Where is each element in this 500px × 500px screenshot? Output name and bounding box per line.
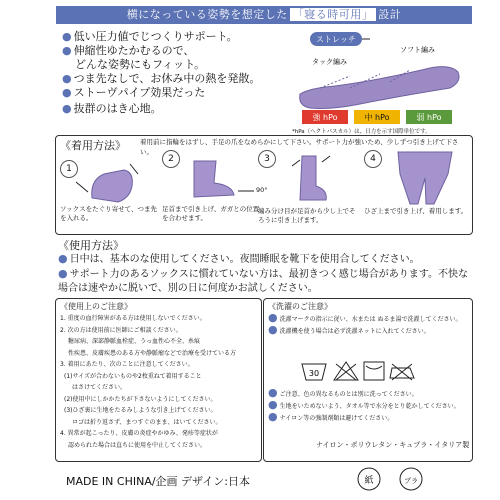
paper-recycle-icon bbox=[356, 466, 382, 492]
washing-item: ● 洗濯マークの指示に従い、水または ぬるま湯で洗濯してください。 bbox=[268, 311, 462, 324]
caution-item: 糖尿病、深部静脈血栓症、うっ血性心不全、糸痕 bbox=[68, 338, 201, 345]
usage-item: ● サポート力のあるソックスに慣れていない方は、最初きつく感じ場合があります。不快な場合は速やかに脱いで、別の日に何度かお試しください。 bbox=[58, 267, 469, 294]
soft-label: ソフト編み bbox=[400, 46, 435, 54]
bullet-icon: ● bbox=[268, 410, 278, 423]
feature-item: ● ストーヴパイプ効果だった bbox=[62, 86, 206, 99]
caution-item: 4. 異常が起こったり、皮膚の炎症やかゆみ、発疹等症状が bbox=[60, 430, 218, 437]
caution-item: ロゴは折り返さず、まつすぐのまま、はいてください。 bbox=[72, 418, 222, 426]
material-text: ナイロン・ポリウレタン・キュプラ・イタリア製 bbox=[316, 441, 470, 449]
no-iron-icon bbox=[390, 364, 414, 380]
feature-item-cont: どんな姿勢にもフィット。 bbox=[75, 58, 206, 71]
bullet-icon: ● bbox=[268, 386, 278, 399]
step-2-illustration bbox=[180, 155, 265, 205]
caution-item: 3. 着用にあたり、次のことに注意してください。 bbox=[60, 361, 194, 368]
washing-item: ● ナイロン等の強制剤類は避けてください。 bbox=[268, 410, 394, 423]
step-4-text: ひざ上まで引き上げ、着用します。 bbox=[364, 207, 468, 215]
washing-text-top bbox=[268, 313, 466, 337]
banner-highlight: 「寝る時可用」 bbox=[290, 8, 377, 21]
wearing-title: 《着用方法》 bbox=[60, 139, 126, 152]
step-4-illustration bbox=[390, 148, 460, 206]
svg-text:プラ: プラ bbox=[404, 477, 418, 485]
caution-item: 1. 重度の血行障害がある方は使用しないでください。 bbox=[60, 315, 206, 322]
caution-item: (3)ひざ裏に生地をたるみしような引き上げてください。 bbox=[64, 407, 217, 414]
svg-text:30: 30 bbox=[308, 369, 320, 378]
step-3-illustration bbox=[282, 152, 342, 207]
washing-title: 《洗濯のご注意》 bbox=[268, 302, 332, 311]
caution-item: (2)使用中にしかかたちが下さないようにしてください。 bbox=[64, 395, 217, 403]
bullet-icon: ● bbox=[58, 267, 68, 280]
step-1-number: 1 bbox=[60, 160, 78, 178]
washing-item: ● 洗濯機を使う場合は必ず洗濯ネットに入れてください。 bbox=[268, 323, 430, 336]
step-4-number: 4 bbox=[364, 150, 382, 168]
bullet-icon: ● bbox=[62, 44, 72, 57]
caution-title: 《使用上のご注意》 bbox=[60, 302, 132, 311]
bullet-icon: ● bbox=[268, 323, 278, 336]
step-2-number: 2 bbox=[162, 150, 180, 168]
leg-illustration bbox=[300, 67, 459, 109]
footer-origin: MADE IN CHINA/企画 デザイン:日本 bbox=[66, 475, 250, 488]
pressure-diagram bbox=[290, 28, 465, 126]
bullet-icon: ● bbox=[58, 252, 68, 265]
step-3-number: 3 bbox=[258, 150, 276, 168]
caution-item: 認められた場合は直ちに使用を中止してください。 bbox=[68, 441, 207, 449]
feature-item: ● 伸縮性ゆたかむるので、 bbox=[62, 44, 195, 57]
bullet-icon: ● bbox=[62, 30, 72, 43]
knit-label: タック編み bbox=[312, 58, 347, 66]
dry-icon bbox=[364, 362, 384, 380]
washing-item: ● 生地をいためないよう、タオル等で水分をとり乾かしてください。 bbox=[268, 398, 460, 411]
feature-item: ● 低い圧力値でじつくりサポート。 bbox=[62, 30, 238, 43]
feature-item: ● 抜群のはき心地。 bbox=[62, 102, 162, 115]
no-bleach-icon bbox=[334, 362, 358, 380]
usage-title: 《使用方法》 bbox=[58, 239, 124, 252]
caution-item: 2. 次の方は使用前に医師にご相談ください。 bbox=[60, 326, 182, 334]
bullet-icon: ● bbox=[62, 86, 72, 99]
caution-item: (1)サイズが合わないものや2枚重ねて着用すること bbox=[64, 372, 202, 380]
bullet-icon: ● bbox=[62, 72, 72, 85]
strong-label: 強 hPo bbox=[312, 113, 338, 122]
washing-text-bottom bbox=[268, 388, 466, 424]
care-symbols bbox=[300, 358, 420, 384]
banner-prefix: 横になっている姿勢を想定した bbox=[126, 8, 288, 21]
bullet-icon: ● bbox=[62, 102, 72, 115]
wearing-intro: 着用前に指輪をはずし、手足の爪をなめらかにして下さい。サポート力が強いため、少しずつ引き上げて下さい。 bbox=[140, 138, 459, 156]
caution-item: はさけてください。 bbox=[72, 384, 127, 391]
stretch-label: ストレッチ bbox=[316, 35, 356, 44]
header-banner bbox=[56, 6, 472, 24]
step-1-illustration bbox=[72, 160, 152, 205]
step-3-text: 編み分け目が足首から少し上でそろうに引き上げます。 bbox=[258, 207, 356, 224]
unit-note: *hPa（ヘクトパスカル）は、日力を示す国際単位です。 bbox=[292, 129, 431, 135]
svg-text:紙: 紙 bbox=[364, 476, 374, 486]
plastic-recycle-icon bbox=[398, 466, 424, 492]
feature-item: ● つま先なしで、お休み中の熱を発散。 bbox=[62, 72, 261, 85]
caution-list bbox=[60, 313, 256, 451]
wash-30-icon bbox=[302, 364, 326, 380]
banner-suffix: 設計 bbox=[378, 8, 402, 21]
medium-label: 中 hPo bbox=[364, 113, 390, 122]
weak-label: 弱 hPo bbox=[416, 113, 442, 122]
step-2-angle: 90° bbox=[256, 186, 268, 194]
bullet-icon: ● bbox=[268, 398, 278, 411]
bullet-icon: ● bbox=[268, 311, 278, 324]
washing-item: ● ご注意、色の異なるものとは別に洗ってください。 bbox=[268, 386, 418, 399]
usage-item: ● 日中は、基本のな使用してください。夜間睡眠を靴下を使用合してください。 bbox=[58, 252, 420, 265]
step-1-text: ソックスをたぐり寄せて、つま先を入れる。 bbox=[60, 205, 157, 222]
step-2-text: 足首まで引き上げ、ガガとの位置を合わせます。 bbox=[162, 205, 260, 222]
caution-item: 性疾患、皮膚疾患のある方や静脈瘤などで治療を受けている方 bbox=[68, 349, 237, 357]
